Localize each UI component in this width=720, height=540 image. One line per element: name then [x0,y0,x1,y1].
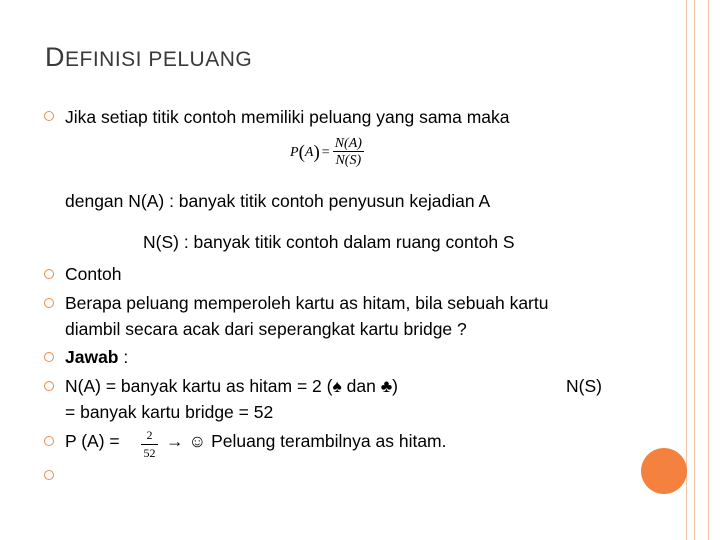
title-first-letter: D [45,42,65,72]
ns-value-text: = banyak kartu bridge = 52 [65,402,274,422]
bullet-icon [44,436,54,446]
dengan-text: dengan N(A) : banyak titik contoh penyusun kejadian A [65,191,491,211]
ns-definition-text: N(S) : banyak titik contoh dalam ruang contoh S [143,232,515,252]
bullet-icon [44,470,54,480]
formula-numerator: N(A) [334,136,362,151]
na-text: N(A) = banyak kartu as hitam = 2 (♠ dan ♣) [65,376,399,396]
contoh-text: Contoh [65,264,122,284]
formula-denominator: N(S) [335,153,362,168]
pa-denominator: 52 [143,446,156,460]
bullet-icon [44,269,54,279]
question-line-1: Berapa peluang memperoleh kartu as hitam, bila sebuah kartu [65,293,549,313]
bullet-icon [44,298,54,308]
pa-label: P (A) = [65,431,120,451]
title-rest: EFINISI PELUANG [65,48,253,71]
pa-numerator: 2 [146,428,153,442]
fraction-bar [141,444,158,445]
bullet-icon [44,352,54,362]
formula-fraction [333,136,364,169]
formula-open-paren: ( [298,141,305,163]
jawab-label: Jawab [65,347,119,367]
border-line [694,0,695,540]
border-line [708,0,709,540]
decorative-circle [641,448,687,494]
jawab-line [65,346,128,368]
formula-equals: = [321,144,330,160]
definition-text: Jika setiap titik contoh memiliki peluang yang sama maka [65,107,510,127]
pa-result-text: → ☺ Peluang terambilnya as hitam. [166,431,447,451]
formula-a: A [304,144,314,160]
probability-formula [290,136,364,169]
slide-title [45,42,252,73]
bullet-icon [44,111,54,121]
formula-p: P [290,144,299,160]
border-line [686,0,687,540]
ns-label: N(S) [566,376,602,396]
bullet-icon [44,381,54,391]
jawab-colon: : [118,347,129,367]
question-line-2: diambil secara acak dari seperangkat kartu bridge ? [65,319,467,339]
pa-fraction [141,428,158,461]
formula-close-paren: ) [313,141,320,163]
